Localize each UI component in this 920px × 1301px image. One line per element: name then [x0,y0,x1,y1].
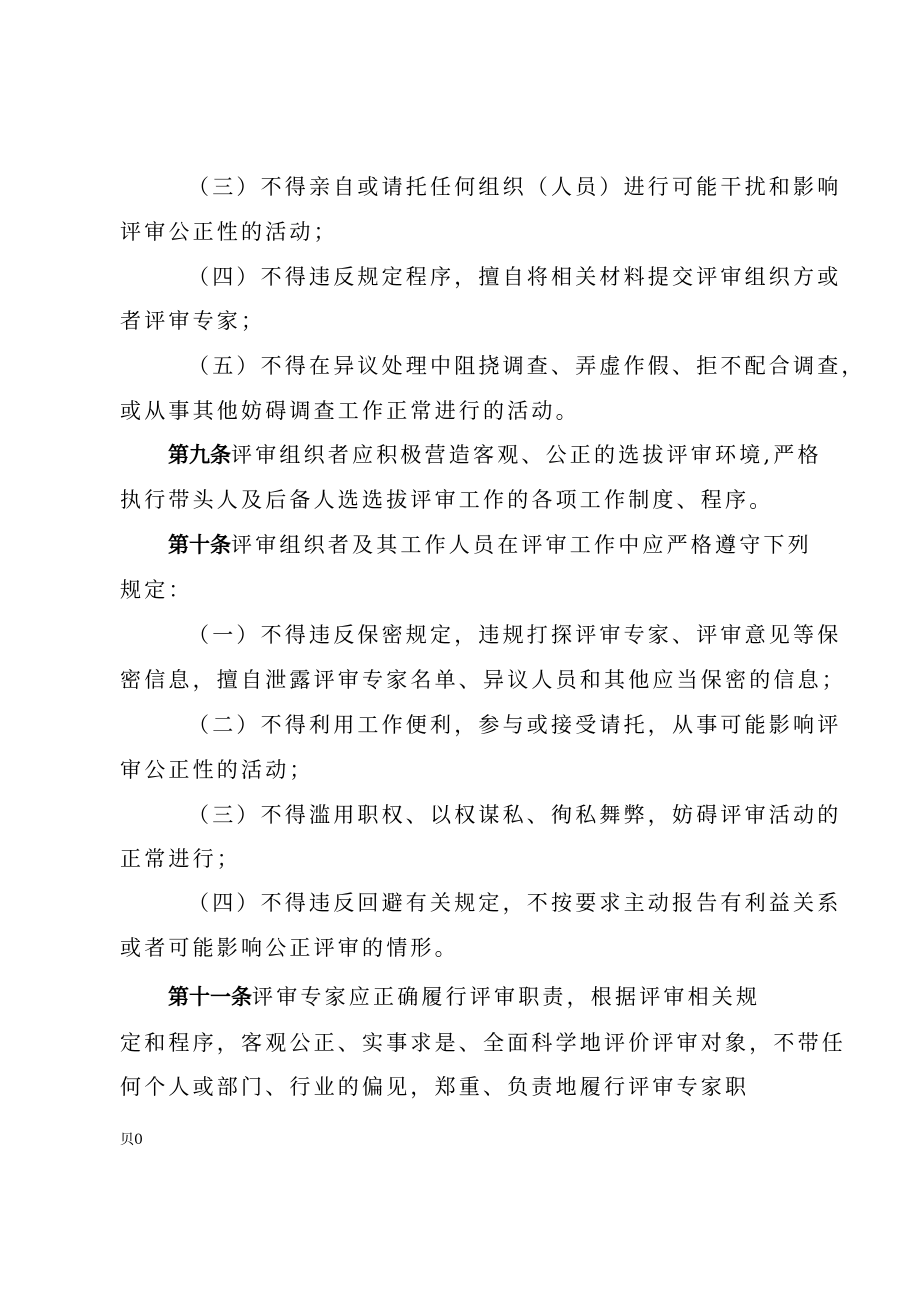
article-11-text: 评审专家应正确履行评审职责，根据评审相关规 [252,985,761,1009]
article-10-first-line [168,530,812,560]
paragraph-line: 定和程序，客观公正、实事求是、全面科学地评价评审对象，不带任 [120,1031,846,1055]
paragraph-line: （一）不得违反保密规定，违规打探评审专家、评审意见等保 [188,623,842,647]
paragraph-line: 规定： [120,578,193,602]
article-9-first-line [168,440,822,470]
paragraph-line: 或从事其他妨碍调查工作正常进行的活动。 [120,399,580,423]
article-9-text: 评审组织者应积极营造客观、公正的选拔评审环境,严格 [231,443,822,467]
paragraph-line: 密信息，擅自泄露评审专家名单、异议人员和其他应当保密的信息； [120,668,846,692]
paragraph-line: （四）不得违反规定程序，擅自将相关材料提交评审组织方或 [188,265,842,289]
paragraph-line: 者评审专家； [120,309,266,333]
article-11-heading: 第十一条 [168,984,252,1009]
paragraph-line: （二）不得利用工作便利，参与或接受请托，从事可能影响评 [188,713,842,737]
article-10-heading: 第十条 [168,532,231,557]
paragraph-line: （三）不得亲自或请托任何组织（人员）进行可能干扰和影响 [188,175,842,199]
article-10-text: 评审组织者及其工作人员在评审工作中应严格遵守下列 [231,533,812,557]
paragraph-line: 执行带头人及后备人选选拔评审工作的各项工作制度、程序。 [120,488,774,512]
paragraph-line: 或者可能影响公正评审的情形。 [120,936,459,960]
page-number-footer: 贝0 [120,1132,143,1148]
article-11-first-line [168,982,760,1012]
paragraph-line: 评审公正性的活动； [120,220,338,244]
article-9-heading: 第九条 [168,442,231,467]
paragraph-line: 审公正性的活动； [120,758,314,782]
paragraph-line: 何个人或部门、行业的偏见，郑重、负责地履行评审专家职 [120,1075,750,1099]
paragraph-line: （四）不得违反回避有关规定，不按要求主动报告有利益关系 [188,891,842,915]
paragraph-line: （三）不得滥用职权、以权谋私、徇私舞弊，妨碍评审活动的 [188,803,842,827]
paragraph-line: 正常进行； [120,847,241,871]
paragraph-line: （五）不得在异议处理中阻挠调查、弄虚作假、拒不配合调查， [188,354,866,378]
